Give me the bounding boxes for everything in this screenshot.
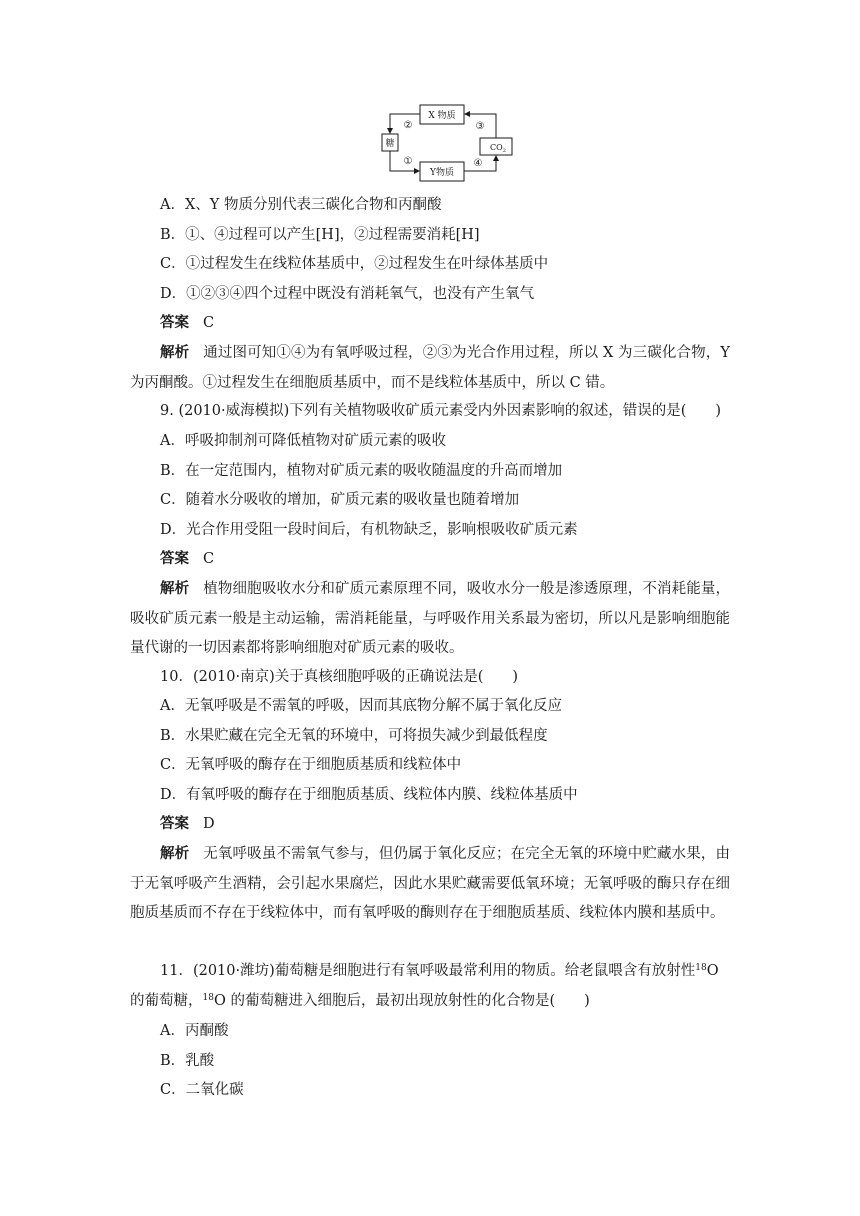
q9-answer-label: 答案 — [160, 550, 189, 567]
q10-option-c: C．无氧呼吸的酶存在于细胞质基质和线粒体中 — [160, 757, 462, 773]
q8-analysis-text: 通过图可知①④为有氧呼吸过程，②③为光合作用过程，所以 X 为三碳化合物，Y 为丙酮酸。①过程发生在细胞质基质中，而不是线粒体基质中，所以 C 错。 — [130, 345, 730, 391]
q10-analysis-text: 无氧呼吸虽不需氧气参与，但仍属于氧化反应；在完全无氧的环境中贮藏水果，由于无氧呼吸产生酒精，会引起水果腐烂，因此水果贮藏需要低氧环境；无氧呼吸的酶只存在细胞质基质而不存在于线粒体中，而有氧呼吸的酶则存在于细胞质基质、线粒体内膜和基质中。 — [130, 846, 731, 921]
step-3-label: ③ — [475, 121, 485, 132]
q8-option-c: C．①过程发生在线粒体基质中，②过程发生在叶绿体基质中 — [160, 256, 549, 272]
q8-option-b: B．①、④过程可以产生[H]，②过程需要消耗[H] — [160, 227, 480, 243]
q8-analysis — [130, 338, 730, 398]
q10-answer — [160, 813, 215, 835]
node-sugar-label: 糖 — [385, 139, 395, 149]
q11-stem-part-b: O 的葡萄糖， — [130, 963, 719, 1009]
q9-option-d: D．光合作用受阻一段时间后，有机物缺乏，影响根吸收矿质元素 — [160, 522, 578, 538]
q9-analysis-label: 解析 — [160, 580, 190, 597]
q10-answer-label: 答案 — [160, 815, 189, 832]
q11-option-c: C．二氧化碳 — [160, 1082, 244, 1098]
q9-stem: 9. (2010·威海模拟)下列有关植物吸收矿质元素受内外因素影响的叙述，错误的是( ) — [160, 403, 722, 419]
q8-answer-value: C — [203, 315, 215, 331]
q10-option-d: D．有氧呼吸的酶存在于细胞质基质、线粒体内膜、线粒体基质中 — [160, 787, 578, 803]
q8-option-d: D．①②③④四个过程中既没有消耗氧气，也没有产生氧气 — [160, 286, 535, 302]
q8-option-a: A．X、Y 物质分别代表三碳化合物和丙酮酸 — [160, 197, 442, 213]
q11-isotope-sup-2: 18 — [202, 992, 214, 1003]
q11-option-b: B．乳酸 — [160, 1053, 215, 1069]
q9-answer-value: C — [203, 551, 215, 567]
q9-answer — [160, 548, 214, 570]
q11-isotope-sup-1: 18 — [695, 963, 707, 973]
cycle-diagram — [380, 100, 520, 186]
q10-stem: 10．(2010·南京)关于真核细胞呼吸的正确说法是( ) — [160, 669, 519, 685]
q11-option-a: A．丙酮酸 — [160, 1023, 229, 1039]
q9-option-b: B．在一定范围内，植物对矿质元素的吸收随温度的升高而增加 — [160, 463, 563, 479]
step-1-label: ① — [403, 156, 413, 167]
q9-option-c: C．随着水分吸收的增加，矿质元素的吸收量也随着增加 — [160, 492, 520, 508]
q11-stem-part-a: 11．(2010·潍坊)葡萄糖是细胞进行有氧呼吸最常利用的物质。给老鼠喂含有放射性 — [160, 963, 696, 979]
q10-analysis — [130, 839, 730, 929]
q10-option-a: A．无氧呼吸是不需氧的呼吸，因而其底物分解不属于氧化反应 — [160, 698, 562, 714]
node-y-label: Y物质 — [430, 168, 454, 178]
q11-stem-part-c: O 的葡萄糖进入细胞后，最初出现放射性的化合物是( ) — [213, 992, 590, 1009]
q10-answer-value: D — [203, 816, 215, 832]
q8-analysis-label: 解析 — [160, 344, 190, 361]
q8-answer — [160, 312, 214, 334]
q9-analysis-text: 植物细胞吸收水分和矿质元素原理不同，吸收水分一般是渗透原理，不消耗能量，吸收矿质元素一般是主动运输，需消耗能量，与呼吸作用关系最为密切，所以凡是影响细胞能量代谢的一切因素都将影响细胞对矿质元素的吸收。 — [130, 581, 731, 656]
q9-analysis — [130, 574, 730, 664]
q10-analysis-label: 解析 — [160, 845, 190, 862]
q8-answer-label: 答案 — [160, 314, 189, 331]
q11-stem — [130, 957, 730, 1016]
step-4-label: ④ — [473, 158, 483, 169]
node-co2-label: $CO_2$ — [490, 143, 506, 154]
cycle-diagram-svg — [380, 100, 520, 186]
q9-option-a: A．呼吸抑制剂可降低植物对矿质元素的吸收 — [160, 433, 446, 449]
step-2-label: ② — [403, 120, 413, 131]
node-x-label: X 物质 — [428, 111, 456, 121]
q10-option-b: B．水果贮藏在完全无氧的环境中，可将损失减少到最低程度 — [160, 728, 548, 744]
